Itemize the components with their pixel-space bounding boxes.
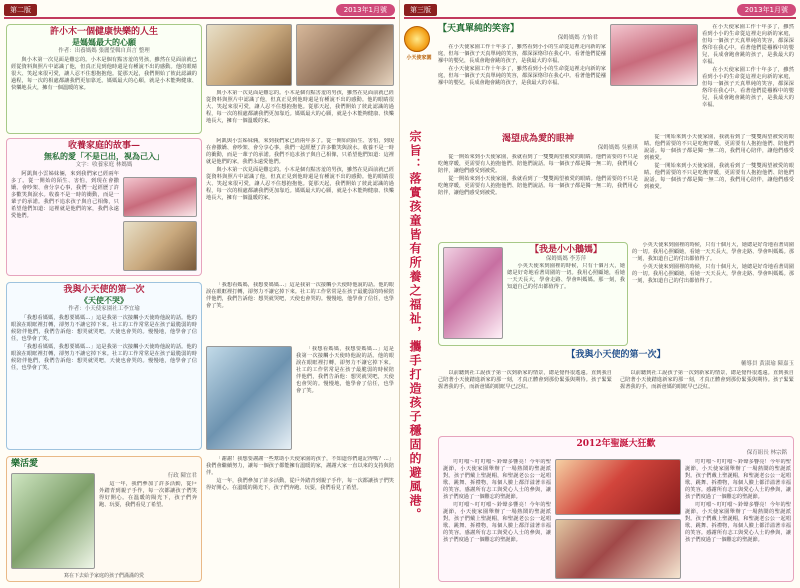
article-body: 與小木第一次見面是難忘的。小木是個有點害羞的男孩，雖然在見面前就已經從資料與照片中認識了他，但真正見到他時還是有種說不出的感動。他的眼睛很大、笑起來很可愛，讓人忍不住想抱抱他。從那天起，我們開始了彼此認識的過程，每一次的相處都讓我們更加靠近。媽媽最大的心願，就是小木能夠健康、快樂地長大，擁有一個溫暖的家。 (11, 57, 197, 91)
article-body: 「我想看媽媽，我想要媽媽…」這是我第一次接觸小天使時他說的話。他的眼淚在眼眶裡打轉，卻努力不讓它掉下來。社工的工作常常是在孩子最脆弱的時候陪伴他們，我們告訴他：想哭就哭吧，天使也會哭的。慢慢地，他學會了信任，也學會了笑。 「我想看媽媽，我想要媽媽…」這是我第一次接觸小天使時他說的話。他的眼淚在眼眶裡打轉，卻努力不讓它掉下來。社工的工作常常是在孩子最脆弱的時候陪伴他們，我們告訴他：想哭就哭吧，天使也會哭的。慢慢地，他學會了信任，也學會了笑。 (11, 315, 197, 371)
article-body: 小英天使來到園裡的時候，只有十個月大，她總是好奇地看著周圍的一切。我用心照顧她，看她一天天長大，學會走路、學會叫媽媽。那一刻，我知道自己的付出都值得了。 (507, 263, 625, 290)
article-subtitle: 無私的愛「不是已出，視為己入」 (44, 152, 164, 161)
article-christmas-party (438, 436, 794, 582)
article-body-column-2: 以前聽到社工說孩子第一次到新家的情景，總是覺得很遙遠。直到我自己陪著小天使踏進新家的那一刻，才真正體會到那份緊張與期待。孩子緊緊握著我的手，而新爸媽的眼眶早已泛紅。 (620, 370, 794, 390)
article-first-time-angel (6, 282, 202, 450)
article-title: 【我與小天使的第一次】 (566, 350, 666, 360)
article-body: 叮叮噹～叮叮噹～鈴聲多響亮！今年的聖誕節，小天使家園舉辦了一場熱鬧的聖誕派對。孩子們戴上聖誕帽，和聖誕老公公一起唱歌、跳舞、拆禮物，每個人臉上都洋溢著幸福的笑容。感謝所有志工與愛心人士的參與，讓孩子們度過了一個難忘的聖誕節。 叮叮噹～叮叮噹～鈴聲多響亮！今年的聖誕節，小天使家園舉辦了一場熱鬧的聖誕派對。孩子們戴上聖誕帽，和聖誕老公公一起唱歌、跳舞、拆禮物，每個人臉上都洋溢著幸福的笑容。感謝所有志工與愛心人士的參與，讓孩子們度過了一個難忘的聖誕節。 (443, 459, 551, 543)
article-title: 我與小天使的第一次 (63, 285, 145, 295)
article-byline: 保姆媽媽 李芳萍 (545, 256, 587, 262)
article-body: 阿凱與小雲姊妹倆，來到我們家已經兩年多了。從一開始的陌生、害怕，到現在會撒嬌、會吵架、會分享心事，我們一起經歷了許多歡笑與淚水。收養不是一時的衝動，而是一輩子的承諾。我們不追求孩子與自己相像，只希望他們知道：這裡就是他們的家，我們永遠愛他們。 (11, 171, 119, 219)
article-longing-eyes (438, 134, 794, 238)
photo-toddler-girl (443, 247, 503, 339)
page-number-tag: 第三版 (404, 4, 437, 16)
photo-caregiver-child (206, 346, 292, 450)
article-adoptive-family (6, 138, 202, 276)
article-byline: 作者：出養媽媽 張麗瑩輯自真言 整理 (58, 48, 150, 54)
org-logo-icon (404, 26, 430, 52)
article-body: 從一開始來到小天使家園，我就看到了一雙雙渴望被愛的眼睛。他們需要的不只是吃飽穿暖，更需要有人抱抱他們、陪他們說話。每一個孩子都是獨一無二的，我們用心陪伴，讓他們感受到被愛。 從一開始來到小天使家園，我就看到了一雙雙渴望被愛的眼睛。他們需要的不只是吃飽穿暖，更需要有人抱抱他們、陪他們說話。每一個孩子都是獨一無二的，我們用心陪伴，讓他們感受到被愛。 (438, 154, 638, 196)
article-little-goose-mom (438, 242, 628, 346)
article-first-time-side: 「我想看媽媽，我想要媽媽…」這是我第一次接觸小天使時他說的話。他的眼淚在眼眶裡打轉，卻努力不讓它掉下來。社工的工作常常是在孩子最脆弱的時候陪伴他們，我們告訴他：想哭就哭吧，天使也會哭的。慢慢地，他學會了信任，也學會了笑。 (296, 346, 394, 394)
article-title: 【天真單純的笑容】 (438, 24, 520, 34)
photo-sisters (123, 221, 197, 271)
article-continued: 與小木第一次見面是難忘的。小木是個有點害羞的男孩，雖然在見面前就已經從資料與照片中認識了他，但真正見到他時還是有種說不出的感動。他的眼睛很大、笑起來很可愛，讓人忍不住想抱抱他。從那天起，我們開始了彼此認識的過程，每一次的相處都讓我們更加靠近。媽媽最大的心願，就是小木能夠健康、快樂地長大，擁有一個溫暖的家。 (206, 90, 394, 124)
article-body: 以前聽到社工說孩子第一次到新家的情景，總是覺得很遙遠。直到我自己陪著小天使踏進新家的那一刻，才真正體會到那份緊張與期待。孩子緊緊握著我的手，而新爸媽的眼眶早已泛紅。 (438, 370, 612, 390)
page-number-tag: 第二版 (4, 4, 37, 16)
right-page-header (404, 3, 796, 17)
article-byline: 保育組長 林宗銘 (746, 450, 787, 456)
article-first-time (438, 350, 794, 432)
article-byline: 行政 陳宜君 (167, 473, 197, 479)
photo-smiling-kids (610, 24, 698, 86)
article-title: 收養家庭的故事— (67, 141, 140, 151)
photo-outdoor-activity (11, 473, 95, 569)
mission-statement: 宗旨：落實孩童皆有所養之福祉，攜手打造孩子穩固的避風港。 (408, 130, 422, 522)
header-rule (4, 17, 395, 19)
org-logo-label: 小天使家園 (406, 55, 432, 61)
article-xiaomu (6, 24, 202, 134)
article-byline: 保姆媽媽 吳雅琪 (597, 145, 638, 151)
photo-mother-child (206, 24, 292, 86)
photo-family-hug (296, 24, 394, 86)
article-title: 2012年聖誕大狂歡 (576, 439, 656, 449)
article-goose-continued: 小英天使來到園裡的時候，只有十個月大，她總是好奇地看著周圍的一切。我用心照顧她，看她一天天長大，學會走路、學會叫媽媽。那一刻，我知道自己的付出都值得了。 小英天使來到園裡的時候，只有十個月大，她總是好奇地看著周圍的一切。我用心照顧她，看她一天天長大，學會走路、學會叫媽媽。那一刻，我知道自己的付出都值得了。 (632, 242, 794, 284)
article-innocent-smile (438, 24, 794, 130)
article-first-time-continued: 「我想看媽媽，我想要媽媽…」這是我第一次接觸小天使時他說的話。他的眼淚在眼眶裡打轉，卻努力不讓它掉下來。社工的工作常常是在孩子最脆弱的時候陪伴他們，我們告訴他：想哭就哭吧，天使也會哭的。慢慢地，他學會了信任，也學會了笑。 (206, 282, 394, 309)
article-byline: 文字：收養家庭 林媽媽 (75, 162, 133, 168)
article-body: 在小天使家園工作十年多了，雖然看到小小的生命從這裡走向新的家庭，但每一個孩子天真單純的笑容，都深深烙印在我心中。看著他們從襁褓中的嬰兒，長成會跑會跳的孩子，是我最大的幸福。 在小天使家園工作十年多了，雖然看到小小的生命從這裡走向新的家庭，但每一個孩子天真單純的笑容，都深深烙印在我心中。看著他們從襁褓中的嬰兒，長成會跑會跳的孩子，是我最大的幸福。 (438, 44, 606, 86)
photo-caption: 寫在下去給予家庭的孩子們滿滿的愛 (63, 573, 144, 579)
article-leisure-love (6, 456, 202, 582)
photo-holding-hands (123, 177, 197, 217)
left-page-header (4, 3, 395, 17)
article-title: 【我是小小鵝媽】 (529, 245, 602, 255)
article-byline: 作者：小天使家園社工李宜瑜 (68, 306, 140, 312)
article-byline: 輔導員 黃淑瑜 陳嘉玉 (741, 361, 794, 367)
article-body: 這一年，我們參加了許多活動，從戶外踏青到親子手作，每一次都讓孩子們笑得好開心。在溫暖的陽光下，孩子們奔跑、玩耍，我們看見了希望。 (99, 481, 197, 508)
article-side-text: 在小天使家園工作十年多了，雖然看到小小的生命從這裡走向新的家庭，但每一個孩子天真單純的笑容，都深深烙印在我心中。看著他們從襁褓中的嬰兒，長成會跑會跳的孩子，是我最大的幸福。 在小天使家園工作十年多了，雖然看到小小的生命從這裡走向新的家庭，但每一個孩子天真單純的笑容，都深深烙印在我心中。看著他們從襁褓中的嬰兒，長成會跑會跳的孩子，是我最大的幸福。 (702, 24, 794, 108)
article-leisure-continued: 「謝謝！我想要謝謝一些幫助小天使家園的孩子，不知道你們還記得嗎？…」我們會繼續努力，讓每一個孩子都能擁有溫暖的家，謝謝大家一直以來的支持與陪伴。 這一年，我們參加了許多活動，從戶外踏青到親子手作，每一次都讓孩子們笑得好開心。在溫暖的陽光下，孩子們奔跑、玩耍，我們看見了希望。 (206, 456, 394, 491)
article-title: 樂活愛 (11, 459, 39, 469)
article-subtitle: 是媽媽最大的心願 (72, 38, 136, 47)
photo-group-celebration (555, 519, 681, 579)
article-side-text: 叮叮噹～叮叮噹～鈴聲多響亮！今年的聖誕節，小天使家園舉辦了一場熱鬧的聖誕派對。孩子們戴上聖誕帽，和聖誕老公公一起唱歌、跳舞、拆禮物，每個人臉上都洋溢著幸福的笑容。感謝所有志工與愛心人士的參與，讓孩子們度過了一個難忘的聖誕節。 叮叮噹～叮叮噹～鈴聲多響亮！今年的聖誕節，小天使家園舉辦了一場熱鬧的聖誕派對。孩子們戴上聖誕帽，和聖誕老公公一起唱歌、跳舞、拆禮物，每個人臉上都洋溢著幸福的笑容。感謝所有志工與愛心人士的參與，讓孩子們度過了一個難忘的聖誕節。 (685, 459, 791, 543)
article-title: 渴望成為愛的眼神 (501, 134, 574, 144)
article-side-text: 從一開始來到小天使家園，我就看到了一雙雙渴望被愛的眼睛。他們需要的不只是吃飽穿暖，更需要有人抱抱他們、陪他們說話。每一個孩子都是獨一無二的，我們用心陪伴，讓他們感受到被愛。 從一開始來到小天使家園，我就看到了一雙雙渴望被愛的眼睛。他們需要的不只是吃飽穿暖，更需要有人抱抱他們、陪他們說話。每一個孩子都是獨一無二的，我們用心陪伴，讓他們感受到被愛。 (644, 134, 794, 190)
photo-santa-party (555, 459, 681, 515)
article-title: 許小木一個健康快樂的人生 (49, 27, 158, 37)
article-subtitle: 《天使不哭》 (80, 296, 128, 305)
article-adoptive-continued: 阿凱與小雲姊妹倆，來到我們家已經兩年多了。從一開始的陌生、害怕，到現在會撒嬌、會吵架、會分享心事，我們一起經歷了許多歡笑與淚水。收養不是一時的衝動，而是一輩子的承諾。我們不追求孩子與自己相像，只希望他們知道：這裡就是他們的家，我們永遠愛他們。 與小木第一次見面是難忘的。小木是個有點害羞的男孩，雖然在見面前就已經從資料與照片中認識了他，但真正見到他時還是有種說不出的感動。他的眼睛很大、笑起來很可愛，讓人忍不住想抱抱他。從那天起，我們開始了彼此認識的過程，每一次的相處都讓我們更加靠近。媽媽最大的心願，就是小木能夠健康、快樂地長大，擁有一個溫暖的家。 (206, 138, 394, 201)
issue-date: 2013年1月號 (737, 4, 796, 16)
header-rule (404, 17, 796, 19)
right-page (400, 0, 800, 588)
issue-date: 2013年1月號 (336, 4, 395, 16)
article-byline: 保姆媽媽 方怡君 (557, 35, 598, 41)
